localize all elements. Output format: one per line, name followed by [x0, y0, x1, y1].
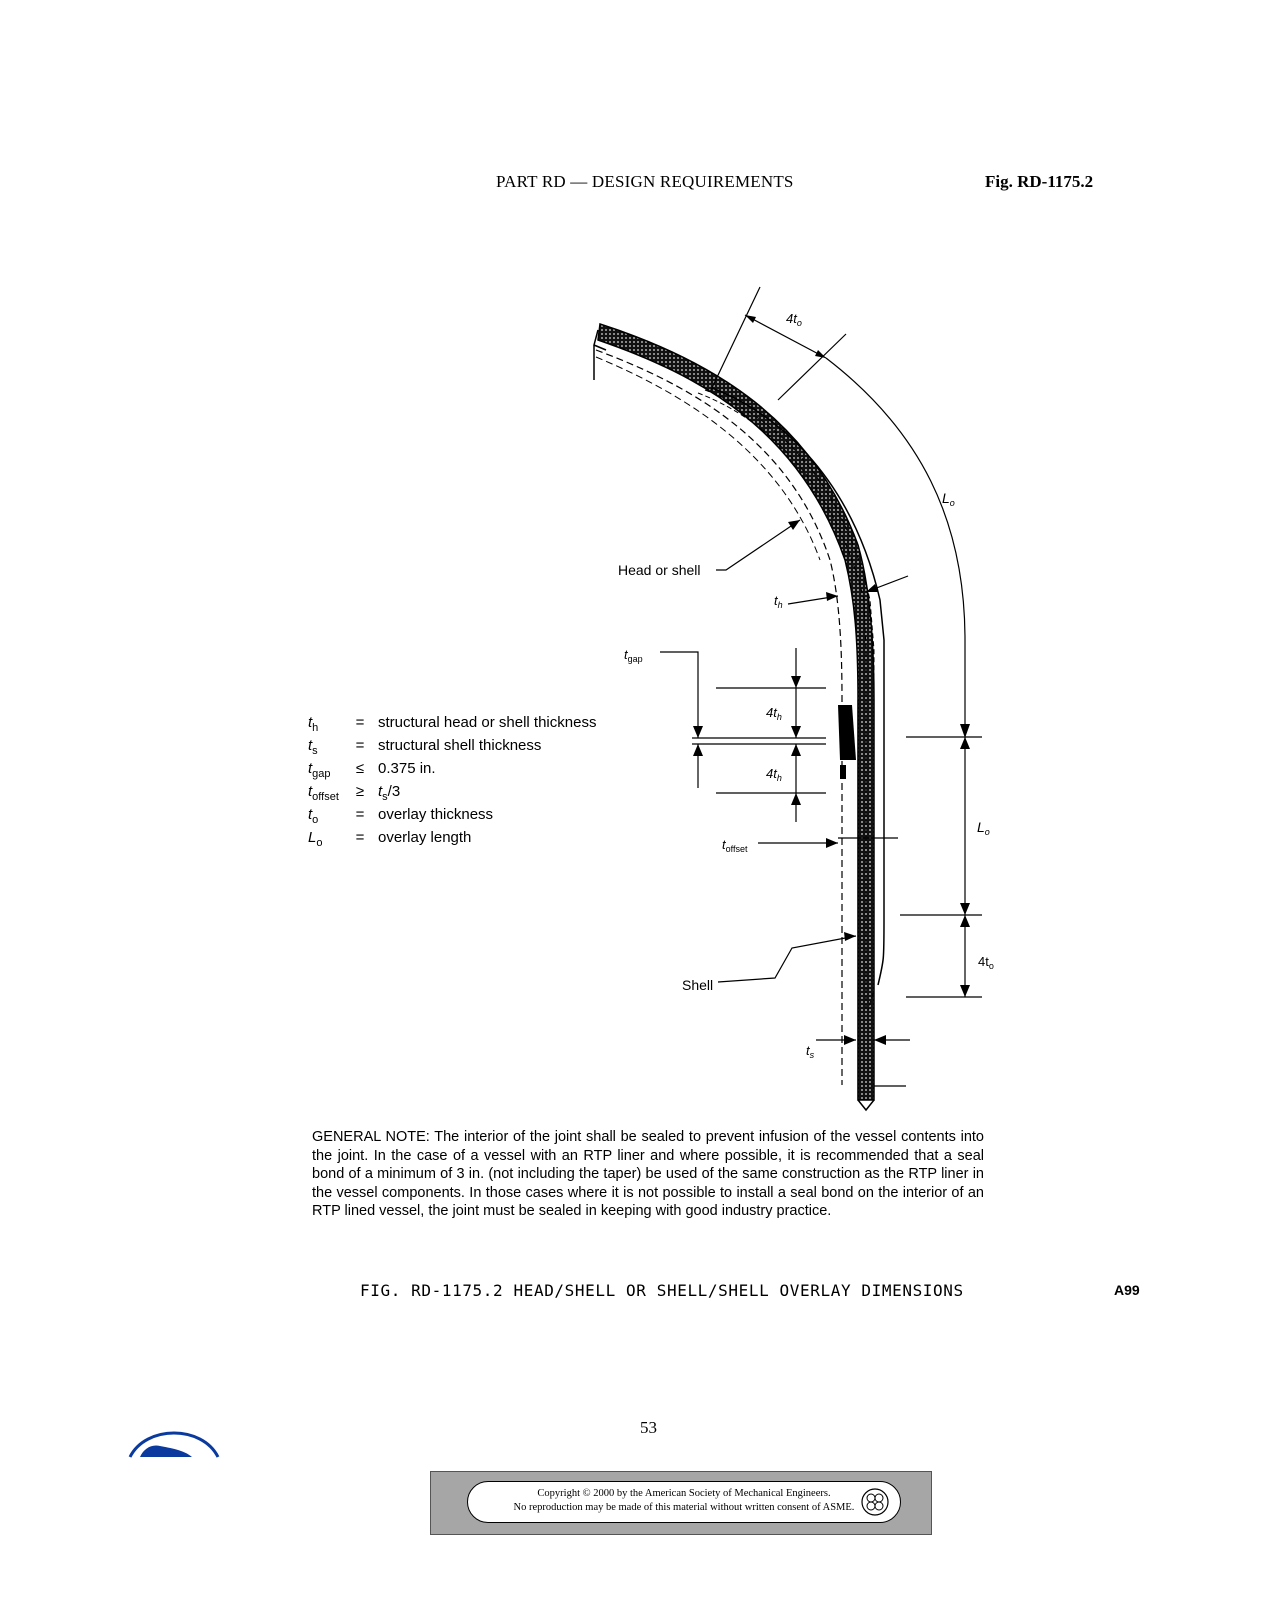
overlay-mid-2: [698, 393, 866, 1010]
page-number: 53: [640, 1418, 657, 1437]
running-header-title: PART RD — DESIGN REQUIREMENTS: [496, 172, 794, 191]
legend-symbol: $L_o$: [308, 829, 323, 849]
overlay-mid-1: [705, 390, 874, 1010]
legend-symbol: $t_h$: [308, 714, 319, 734]
label-th: $t_h$: [774, 593, 783, 610]
legend-operator: =: [355, 714, 365, 731]
copyright-notice: [467, 1481, 901, 1523]
copyright-line-1: Copyright © 2000 by the American Society of Mechanical Engineers.: [537, 1488, 831, 1499]
copyright-box: [430, 1471, 932, 1535]
legend-operator: =: [355, 806, 365, 823]
label-head-or-shell: Head or shell: [618, 562, 701, 578]
label-ts: $t_s$: [806, 1043, 815, 1060]
label-4to-lower: $4t_o$: [978, 954, 994, 971]
legend-symbol: $t_{offset}$: [308, 783, 339, 803]
legend-symbol: $t_{gap}$: [308, 760, 331, 780]
label-shell: Shell: [682, 977, 714, 993]
copyright-line-2: No reproduction may be made of this material without written consent of ASME.: [513, 1502, 855, 1513]
general-note: GENERAL NOTE: The interior of the joint shall be sealed to prevent infusion of the vessel contents into the joint. In the case of a vessel with an RTP liner and where possible, it is recommended that a seal bond of a minimum of 3 in. (not including the taper) be used of the same construction as the RTP liner in the vessel components. In those cases where it is not possible to install a seal bond on the interior of an RTP lined vessel, the joint must be sealed in keeping with good industry practice.: [312, 1129, 984, 1220]
revision-mark: A99: [1114, 1282, 1140, 1298]
legend-operator: =: [355, 737, 365, 754]
head-wall: [598, 324, 874, 1100]
label-4to-top: $4t_o$: [786, 311, 802, 328]
legend-symbol: $t_o$: [308, 806, 319, 826]
label-lo-lower: $L_o$: [977, 819, 990, 837]
label-4th-lower: $4t_h$: [766, 766, 782, 783]
running-header-figure-ref: Fig. RD-1175.2: [985, 172, 1094, 191]
legend-definition: overlay thickness: [378, 806, 494, 823]
label-toffset: $t_{offset}$: [722, 837, 748, 854]
legend-operator: =: [355, 829, 365, 846]
legend-definition: 0.375 in.: [378, 760, 436, 777]
legend-definition: $t_s/3$: [378, 783, 401, 803]
label-lo-top: $L_o$: [942, 490, 955, 508]
label-tgap: $t_{gap}$: [624, 647, 643, 664]
legend-symbol: $t_s$: [308, 737, 318, 757]
asme-seal-icon: [860, 1487, 890, 1517]
legend-operator: ≤: [355, 760, 365, 777]
joint-gap: [838, 705, 856, 760]
legend-definition: structural shell thickness: [378, 737, 542, 754]
figure-caption: FIG. RD-1175.2 HEAD/SHELL OR SHELL/SHELL OVERLAY DIMENSIONS: [360, 1281, 964, 1300]
label-4th-upper: $4t_h$: [766, 705, 782, 722]
legend-operator: ≥: [355, 783, 365, 800]
legend-definition: overlay length: [378, 829, 472, 846]
asme-logo-icon: [126, 1420, 222, 1460]
legend-definition: structural head or shell thickness: [378, 714, 597, 731]
